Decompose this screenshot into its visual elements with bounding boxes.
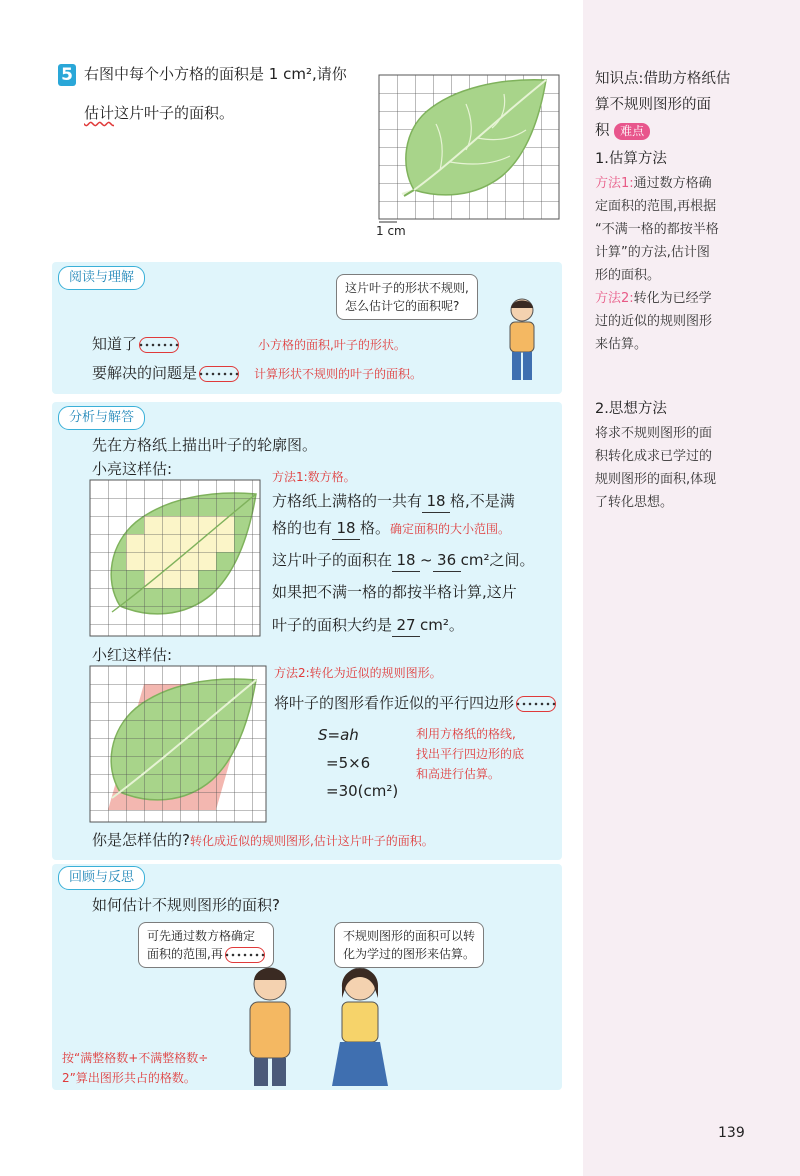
bubble-line: 不规则图形的面积可以转 — [343, 929, 476, 943]
thinking-line: 将求不规则图形的面 — [595, 426, 713, 441]
problem-to-solve-line — [92, 362, 239, 384]
review-tag: 回顾与反思 — [58, 866, 145, 890]
range-low-answer: 18 — [392, 549, 420, 572]
partial-cells-answer: 18 — [332, 517, 360, 540]
method1-text: 通过数方格确 — [633, 176, 712, 191]
method1-line-5 — [272, 614, 464, 637]
problem-to-solve-note: 计算形状不规则的叶子的面积。 — [254, 367, 423, 381]
thinking-text — [595, 422, 716, 514]
method2-grid-figure — [88, 664, 270, 826]
note-line: 2”算出图形共占的格数。 — [62, 1071, 196, 1085]
known-label: 知道了 — [92, 335, 138, 353]
problem-to-solve-label: 要解决的问题是 — [92, 364, 198, 382]
ellipsis-oval — [199, 366, 239, 382]
knowledge-title-line: 算不规则图形的面 — [595, 97, 711, 113]
method1-line-2 — [272, 517, 510, 540]
method1-text: 计算”的方法,估计图 — [595, 245, 710, 260]
method2-line-1 — [274, 692, 556, 714]
thinking-boy-figure — [500, 296, 546, 384]
method1-text: 形的面积。 — [595, 268, 661, 283]
text: cm²。 — [420, 616, 464, 634]
text: 将叶子的图形看作近似的平行四边形 — [274, 694, 515, 712]
text: 叶子的面积大约是 — [272, 616, 393, 634]
bubble-line: 可先通过数方格确定 — [147, 929, 256, 943]
bubble-line: 化为学过的图形来估算。 — [343, 947, 476, 961]
ellipsis-oval — [139, 337, 179, 353]
review-note — [62, 1048, 208, 1088]
note-line: 和高进行估算。 — [416, 767, 501, 781]
problem-number: 5 — [58, 64, 76, 86]
text: 方格纸上满格的一共有 — [272, 492, 423, 510]
section-thinking-method: 2.思想方法 — [595, 401, 667, 417]
bubble-line — [147, 945, 265, 963]
text: 格。 — [360, 519, 391, 537]
reading-tag: 阅读与理解 — [58, 266, 145, 290]
knowledge-title-line — [595, 118, 730, 144]
text: 格的也有 — [272, 519, 333, 537]
text: 格,不是满 — [450, 492, 515, 510]
method1-line-1 — [272, 490, 515, 513]
how-estimate-line — [92, 829, 434, 852]
girl-figure — [316, 962, 402, 1086]
method1-grid-figure — [88, 478, 264, 640]
formula-line-2: =5×6 — [326, 754, 371, 772]
method2-text: 转化为已经学 — [633, 291, 712, 306]
thinking-line: 了转化思想。 — [595, 495, 674, 510]
range-note: 确定面积的大小范围。 — [390, 522, 511, 536]
method-list — [595, 172, 795, 356]
bubble-text: 面积的范围,再 — [147, 947, 223, 961]
text: 这片叶子的面积在 — [272, 551, 393, 569]
method1-line-4: 如果把不满一格的都按半格计算,这片 — [272, 583, 517, 601]
method2-text: 过的近似的规则图形 — [595, 314, 713, 329]
grid-unit-caption: 1 cm — [376, 224, 406, 238]
full-cells-answer: 18 — [422, 490, 450, 513]
problem-line-2 — [84, 102, 234, 124]
formula-line-3: =30(cm²) — [326, 782, 399, 800]
how-answer: 转化成近似的规则图形,估计这片叶子的面积。 — [189, 834, 434, 848]
method1-line-3 — [272, 549, 534, 572]
note-line: 按“满整格数+不满整格数÷ — [62, 1051, 209, 1065]
section-estimation-method: 1.估算方法 — [595, 151, 667, 167]
estimate-answer: 27 — [392, 614, 420, 637]
xiaoliang-label: 小亮这样估: — [92, 460, 173, 478]
analysis-tag: 分析与解答 — [58, 406, 145, 430]
method1-title: 方法1:数方格。 — [272, 470, 356, 484]
method1-line — [595, 172, 795, 195]
analysis-intro: 先在方格纸上描出叶子的轮廓图。 — [92, 436, 318, 454]
method2-text: 来估算。 — [595, 337, 648, 352]
ellipsis-oval — [516, 696, 556, 712]
method1-text: “不满一格的都按半格 — [595, 222, 719, 237]
knowledge-title-line: 知识点:借助方格纸估 — [595, 71, 731, 87]
keyword-estimate: 估计 — [84, 104, 115, 122]
method2-label: 方法2: — [595, 291, 634, 306]
bubble-line: 这片叶子的形状不规则, — [345, 281, 469, 295]
method2-note — [416, 724, 524, 784]
ellipsis-oval — [225, 947, 265, 963]
bubble-line: 怎么估计它的面积呢? — [345, 299, 460, 313]
known-note: 小方格的面积,叶子的形状。 — [258, 338, 406, 352]
method2-line — [595, 287, 795, 310]
xiaohong-label: 小红这样估: — [92, 646, 173, 664]
note-line: 找出平行四边形的底 — [416, 747, 525, 761]
range-high-answer: 36 — [433, 549, 461, 572]
note-line: 利用方格纸的格线, — [416, 727, 516, 741]
page-number: 139 — [718, 1125, 745, 1141]
review-question: 如何估计不规则图形的面积? — [92, 896, 280, 914]
known-line — [92, 333, 179, 355]
method2-title: 方法2:转化为近似的规则图形。 — [274, 666, 442, 680]
thinking-line: 积转化成求已学过的 — [595, 449, 713, 464]
square-grid — [90, 480, 260, 636]
boy-figure — [230, 962, 310, 1086]
difficulty-badge: 难点 — [614, 123, 650, 140]
leaf-grid-figure — [370, 70, 570, 230]
knowledge-title-tail: 积 — [595, 123, 610, 139]
problem-line-2-rest: 这片叶子的面积。 — [114, 104, 235, 122]
method1-text: 定面积的范围,再根据 — [595, 199, 717, 214]
method1-label: 方法1: — [595, 176, 634, 191]
knowledge-title — [595, 66, 730, 144]
reading-speech-bubble — [336, 274, 478, 320]
text: cm²之间。 — [460, 551, 535, 569]
how-question: 你是怎样估的? — [92, 831, 190, 849]
thinking-line: 规则图形的面积,体现 — [595, 472, 717, 487]
problem-line-1: 右图中每个小方格的面积是 1 cm²,请你 — [84, 65, 347, 83]
knowledge-sidebar — [583, 0, 800, 1176]
tilde: ~ — [420, 551, 433, 569]
formula-line-1: S=ah — [318, 726, 359, 744]
